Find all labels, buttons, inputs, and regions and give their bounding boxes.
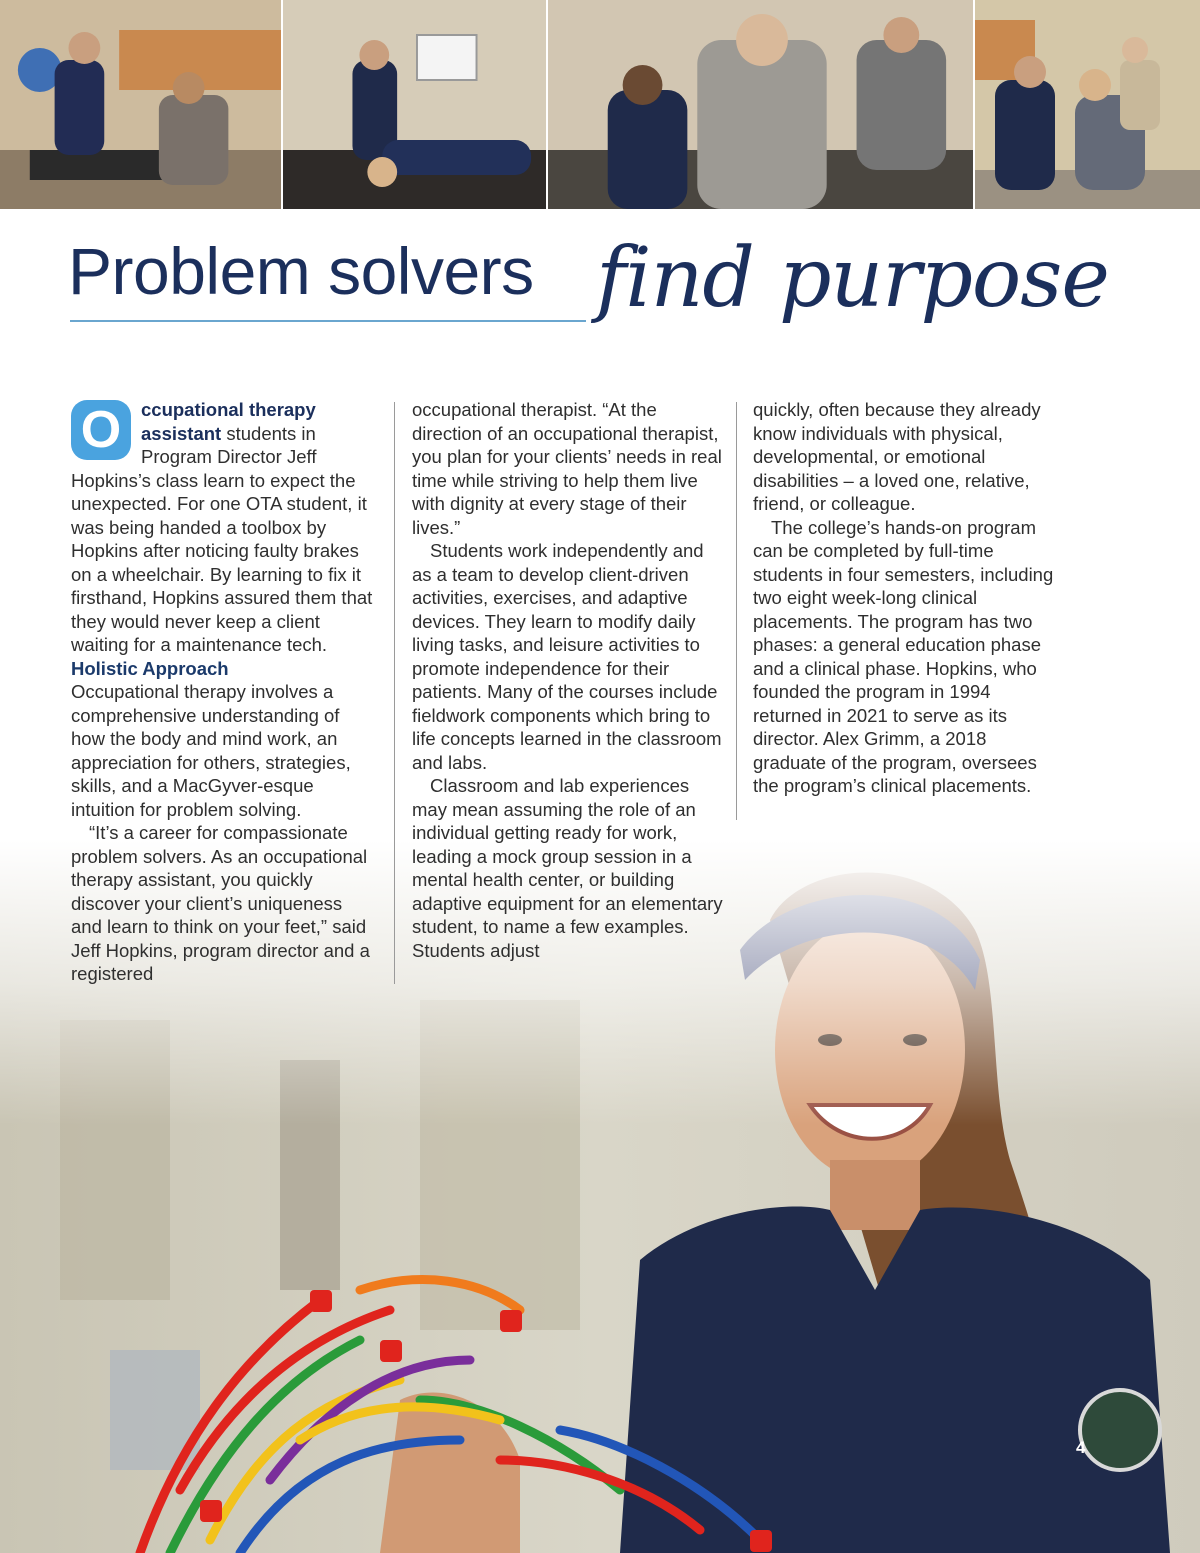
drop-cap: O (71, 400, 131, 460)
article-paragraph: quickly, often because they already know individuals with physical, developmental, or emotional disabilities – a loved one, relative, friend, or colleague. (753, 399, 1041, 514)
article-column-2 (412, 398, 727, 962)
headline-underline (70, 320, 586, 322)
section-subhead: Holistic Approach (71, 657, 229, 679)
column-divider (394, 402, 395, 984)
article-paragraph: The college’s hands-on program can be completed by full-time students in four semesters, including two eight week-long clinical placements. The program has two phases: a general education phase and a clinical phase. Hopkins, who founded the program in 1994 returned in 2021 to serve as its director. Alex Grimm, a 2018 graduate of the program, oversees the program’s clinical placements. (753, 516, 1054, 796)
lead-in-bold: ccupational therapy assistant (141, 399, 316, 444)
article-paragraph (71, 398, 376, 657)
article-paragraph: Students work independently and as a team to develop client-driven activities, exercises, and adaptive devices. They learn to modify daily living tasks, and leisure activities to promote independence for their patients. Many of the courses include fieldwork components which bring to life concepts learned in the classroom and labs. (412, 540, 722, 773)
article-paragraph: occupational therapist. “At the direction of an occupational therapist, you plan for your clients’ needs in real time while striving to help them live with dignity at every stage of their lives.” (412, 399, 722, 538)
article-column-3 (753, 398, 1063, 798)
headline-script: find purpose (596, 231, 1109, 326)
paragraph-text: students in Program Director Jeff Hopkins’s class learn to expect the unexpected. For one OTA student, it was being handed a toolbox by Hopkins after noticing faulty brakes on a wheelchair. By learning to fix it firsthand, Hopkins assured them that they would never keep a client waiting for a maintenance tech. (71, 422, 373, 655)
article-paragraph: Occupational therapy involves a comprehensive understanding of how the body and mind work, an appreciation for others, strategies, skills, and a MacGyver-esque intuition for problem solving. (71, 681, 351, 820)
article-column-1 (71, 398, 376, 986)
column-divider (736, 402, 737, 820)
page-number: 4 (1076, 1438, 1086, 1457)
article-paragraph: Classroom and lab experiences may mean assuming the role of an individual getting ready for work, leading a mock group session in a mental health center, or building adaptive equipment for an elementary student, to name a few examples. Students adjust (412, 775, 723, 961)
headline-main: Problem solvers (68, 234, 534, 308)
article-paragraph: “It’s a career for compassionate problem solvers. As an occupational therapy assistant, you quickly discover your client’s uniqueness and learn to think on your feet,” said Jeff Hopkins, program director and a registered (71, 822, 370, 984)
